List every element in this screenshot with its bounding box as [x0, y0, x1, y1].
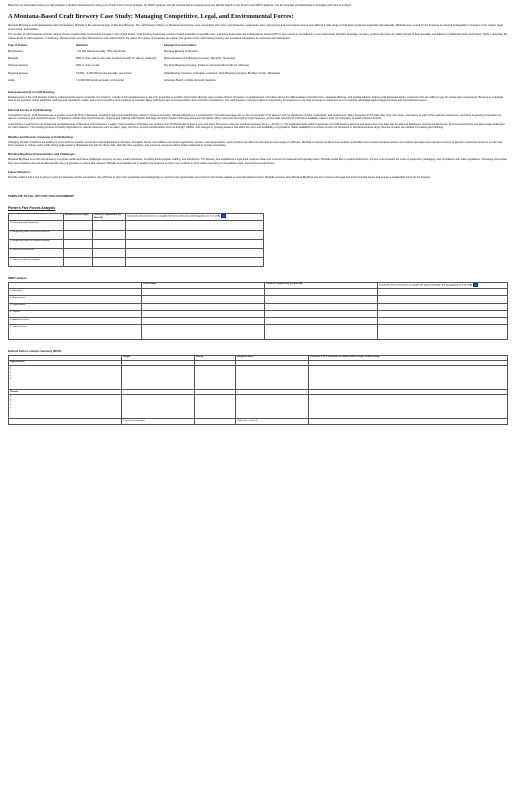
def-header-type: Type of brewery [8, 44, 28, 48]
template-title: TEMPLATE TO FILL OUT FOR THIS ASSIGNMENT [8, 193, 74, 198]
efas-table [8, 355, 508, 425]
section-body: Michelle realizes that if she is going to grow her business and be competitive, she will have to plan more proactively and strategically to maximize the opportunities and minimize the threats related to external business forces. Michelle wonders what Montana Big Brew can do to improve the legal and environmental issues and ensure a sustainable future for the brewery. [8, 176, 431, 180]
five-forces-title: Porter's Five Forces Analysis [8, 205, 56, 210]
table-row [9, 239, 264, 248]
rating-cell[interactable] [195, 365, 236, 389]
table-row [9, 317, 508, 324]
efas-header-weight: Weight [122, 355, 195, 360]
efas-header-weighted-score: Weighted Score [236, 355, 309, 360]
intensity-cell[interactable] [64, 258, 93, 267]
def-type: Brewpub [8, 56, 19, 60]
dropdown-icon [473, 283, 478, 287]
section-external-forces [8, 108, 508, 130]
efas-category-threats: Threats: [9, 390, 122, 395]
intensity-cell[interactable] [64, 248, 93, 257]
five-header-comments: Comments (1 to 3 sentences to explain the factor, intensity, and designation as T, O, or B) [126, 213, 264, 221]
factor-cell[interactable] [142, 289, 265, 296]
def-type: Taproom brewery [8, 64, 29, 68]
comment-cell[interactable] [378, 310, 508, 317]
swot-header-factor: Factor Name [142, 282, 265, 289]
weighted-score-cell[interactable] [236, 365, 309, 389]
threat-cell[interactable] [93, 230, 126, 239]
def-definition: > 6,000,000 barrels annually; commercial [76, 79, 124, 83]
section-heading: Montana Big Brew Characteristics and Challenges: [8, 152, 76, 157]
threat-cell[interactable] [93, 248, 126, 257]
five-forces-table [8, 213, 264, 268]
comment-cell[interactable] [378, 303, 508, 310]
section-characteristics [8, 152, 508, 165]
weighted-score-cell[interactable] [236, 395, 309, 419]
five-header-intensity: Intensity (Low to High) [64, 213, 93, 221]
def-example: Abita Brewing Company, Covington, Louisiana; Surly Brewing Company, Brooklyn Center, Minnesota [164, 71, 280, 75]
five-force-label: 4. Threat of new entrants [9, 248, 64, 257]
table-row [8, 48, 508, 55]
threat-cell[interactable] [265, 310, 378, 317]
efas-header-comment: Comment (1 to 3 sentences to explain factor, weight, and/or rating) [309, 355, 508, 360]
threat-cell[interactable] [93, 239, 126, 248]
def-definition: 25% or more on-site [76, 64, 100, 68]
overview-paragraph-1: Montana Brewing is a Montana-based craft microbrewery. Michelle is the owner/manager of Montana Brewing. The craft brewery industry in Montana has become more competitive with many new breweries, restaurants, bars, and grocery and convenience stores now offering a wide range of craft beers produced regionally and nationally. Michelle sees a need for the business to respond strategically to changes in the market, legal environment, and weather. [8, 24, 503, 31]
comment-cell[interactable] [126, 239, 264, 248]
comment-cell[interactable] [309, 365, 508, 389]
swot-label: 4. Threats [9, 310, 142, 317]
section-body: Changing climatic conditions are leading to more extreme weather events and natural disasters in Montana. Droughts, floods, and wildfires can disrupt agriculture, tourism, and transportation, each of which can affect the demand for and supply of craft beer. Michelle is concerned about how weather could affect her business because tourism and outdoor recreation are important sources of taproom customers. Extreme events may force closures or reduce visitor traffic during peak seasons. Breweries that plan for these risks, diversify their suppliers, and conserve resources will be better positioned to remain competitive. [8, 140, 503, 147]
table-row [9, 296, 508, 303]
intro-paragraph: Based on the information below you will complete a situation assessment by doing a (1) Porter's Five Forces analysis, (2) SWOT analysis, and (3) external factors analysis summary (EFAS) based on the Porter's and SWOT analysis. Use the template provided below to complete each kind of analysis. [8, 4, 353, 7]
threat-cell[interactable] [265, 303, 378, 310]
swot-label: 5. Additional factors [9, 317, 142, 324]
dropdown-icon [221, 214, 226, 218]
def-header-example: Example firm and location [164, 44, 197, 48]
table-row [9, 395, 508, 419]
table-row [9, 289, 508, 296]
swot-label: 3. Opportunities [9, 303, 142, 310]
threat-cell[interactable] [265, 317, 378, 324]
table-row [9, 419, 508, 424]
efas-opportunity-list: 1. 2. 3. 4. 5. [9, 365, 122, 389]
comment-cell[interactable] [378, 325, 508, 340]
table-row [8, 63, 508, 70]
table-row [9, 230, 264, 239]
def-example: Brew's Restaurant & Brewing Company, Memphis, Tennessee [164, 56, 236, 60]
swot-header-threat: Threat (T) Opportunity (O) Both (B) [265, 282, 378, 289]
five-force-label: 1. Existing rivalry/Competitors [9, 221, 64, 230]
overview-paragraph-2: The number of craft breweries and the volume of beer produced has continued to increase in the United States. Craft brewery businesses produce limited quantities of specialty beer, and these businesses are independently owned (25% or less owned or controlled by a non-craft brewer alcoholic beverage member), produce less than six million barrels of beer annually, and adhere to traditional brewer techniques. Table 1 describes the various kinds of craft breweries. In February, Montana had more than 90 breweries and ranked third in the nation for number of breweries per capita. The growth of the craft brewing industry has increased competition for customers and distribution. [8, 33, 508, 40]
def-example: Dry Dock Brewing Company, limited on-site food with Foodtruck, Montana [164, 64, 249, 68]
swot-header-comments: Comments (1 to 3 sentences to explain the factor, intensity, and designation as T, O, or B) [378, 282, 508, 289]
five-header-threat: Threat (T) Opportunity (O) Both (B) [93, 213, 126, 221]
efas-total-score: Total score = Sum (T) [236, 419, 309, 424]
efas-threat-list: 1. 2. 3. 4. 5. [9, 395, 122, 419]
comment-cell[interactable] [378, 296, 508, 303]
def-header-definition: Definition [76, 44, 88, 48]
def-type: Microbrewery [8, 49, 24, 53]
comment-cell[interactable] [126, 230, 264, 239]
section-heading: Weather and Disaster Concerns in Craft Brewing: [8, 134, 74, 139]
table-row [9, 325, 508, 340]
table-row [8, 55, 508, 62]
factor-cell[interactable] [142, 310, 265, 317]
threat-cell[interactable] [265, 289, 378, 296]
table-row [8, 78, 508, 85]
table-row [9, 310, 508, 317]
def-definition: 25% or more sold on-site; beer brewed primarily for sale on restaurant [76, 56, 157, 60]
table-row [9, 221, 264, 230]
def-example: Montana Brewing in Montana [164, 49, 198, 53]
five-force-label: 5. Threat of substitute products [9, 258, 64, 267]
def-definition: < 15,000 barrels annually; 75% sold off-site [76, 49, 126, 53]
intensity-cell[interactable] [64, 239, 93, 248]
section-heading: Future Direction: [8, 170, 31, 175]
section-entrepreneurship [8, 90, 508, 103]
section-body: Montana Big Brew is a craft microbrewery in a small market and faces challenges common to many small businesses, including limited capital, staffing, and distribution. The brewery has established a loyal local customer base and is known for seasonal and specialty beers. Michelle would like to expand distribution, but she must consider the costs of equipment, packaging, and compliance with state regulations. Increasing competition from new breweries and out-of-state brands may put pressure on prices and margins. Michelle must decide how to position the business so that it can continue to grow while responding to competitive, legal, and environmental forces. [8, 158, 508, 165]
factor-cell[interactable] [142, 325, 265, 340]
table-row [9, 303, 508, 310]
comment-cell[interactable] [378, 317, 508, 324]
comment-cell[interactable] [309, 395, 508, 419]
threat-cell[interactable] [93, 221, 126, 230]
weight-cell[interactable] [122, 365, 195, 389]
case-title: A Montana-Based Craft Brewery Case Study: Managing Competitive, Legal, and Environmental Forces: [8, 13, 294, 21]
section-weather [8, 135, 508, 148]
def-definition: 15,000 – 6,000,000 barrels annually; use extract [76, 71, 132, 75]
def-example: Anheuser-Busch, multiple domestic locations [164, 79, 216, 83]
section-body-legal: Legal Forces. Legal forces can impact the competitiveness of Montana craft breweries. Legally, craft breweries in Montana can produce only 60,000 barrels of beer a year and serve 48 ounces a day per customer between 10 a.m. and 8 p.m. The legislation limits which businesses can hold brewery licenses and determines how beer can be sold and distributed. Environmental Forces. Environmental forces can also create challenges for craft breweries. The brewing process is heavily dependent on natural resources such as water, grain, and hops. Environmental factors such as drought, wildfire, and changes in growing seasons can affect the price and availability of ingredients. Water availability is a critical concern for breweries in Montana because large volumes of water are needed for brewing and cleaning. [8, 122, 505, 130]
rating-cell[interactable] [195, 395, 236, 419]
intensity-cell[interactable] [64, 221, 93, 230]
five-header-blank [9, 213, 64, 221]
swot-label: 1. Strengths [9, 289, 142, 296]
five-force-label: 3. Bargaining power of suppliers/vendors [9, 239, 64, 248]
table-row [9, 248, 264, 257]
weight-cell[interactable] [122, 395, 195, 419]
swot-table [8, 282, 508, 341]
def-type: Large [8, 79, 15, 83]
threat-cell[interactable] [265, 296, 378, 303]
swot-label: 2. Weaknesses [9, 296, 142, 303]
comment-cell[interactable] [126, 221, 264, 230]
efas-category-opportunities: Opportunities: [9, 360, 122, 365]
efas-header-rating: Rating [195, 355, 236, 360]
section-heading: Entrepreneurship in Craft Brewing: [8, 90, 55, 95]
efas-title: External Factors Analysis Summary (EFAS) [8, 350, 62, 354]
five-force-label: 2. Bargaining power of buyers/customers [9, 230, 64, 239]
swot-title: SWOT analysis [8, 277, 27, 281]
factor-cell[interactable] [142, 317, 265, 324]
comment-cell[interactable] [126, 258, 264, 267]
brewery-types-table [8, 43, 508, 85]
factor-cell[interactable] [142, 303, 265, 310]
efas-total-weights: 1 Total Scores/weights [122, 419, 195, 424]
swot-label: 6. Various factors [9, 325, 142, 340]
comment-cell[interactable] [126, 248, 264, 257]
def-type: Regional brewery [8, 71, 29, 75]
comment-cell[interactable] [378, 289, 508, 296]
section-body: Competitive Forces. Craft breweries are a positive economic force in Montana, creating employment and bringing visitors to local communities. Montana Brewing is a microbrewery that sells beverages for on-site consumption in its taproom and for distribution to bars, restaurants, and retail stores. Many breweries in the state offer food, live music, and events as part of the customer experience, and there is growing competition for taproom customers and retail shelf space. Competitors include other local breweries, regional and national craft brands, and large domestic brewers that have acquired craft labels. Many customers are loyal to local breweries, yet the wide selection of craft beers available makes it easy for customers to switch between brands. [8, 113, 502, 121]
section-body: Entrepreneurs in the craft brewery industry understand the need to innovate. For instance, a study of 12 microbreweries in the U.S. found that innovation and product diversity were positive drivers of brewery competitiveness. Innovation drives the differentiation of product lines, seasonal offerings, and special editions, helping craft breweries attract customers who are willing to pay for unique beer experiences. Brewing is a strategic area of the business where distinctive methods and ingredients matter, and most competitive firms continue to innovate. Many craft beers are consumed within close proximity of production. The craft brewery movement offers an opportunity for breweries to use their proximity to customers as a competitive advantage against large domestic and international brewers. [8, 96, 504, 103]
table-row [9, 365, 508, 389]
threat-cell[interactable] [265, 325, 378, 340]
threat-cell[interactable] [93, 258, 126, 267]
section-heading: External Forces in Craft Brewing: [8, 107, 53, 112]
section-future-direction [8, 170, 508, 179]
intensity-cell[interactable] [64, 230, 93, 239]
table-row [8, 70, 508, 77]
table-row [9, 258, 264, 267]
factor-cell[interactable] [142, 296, 265, 303]
